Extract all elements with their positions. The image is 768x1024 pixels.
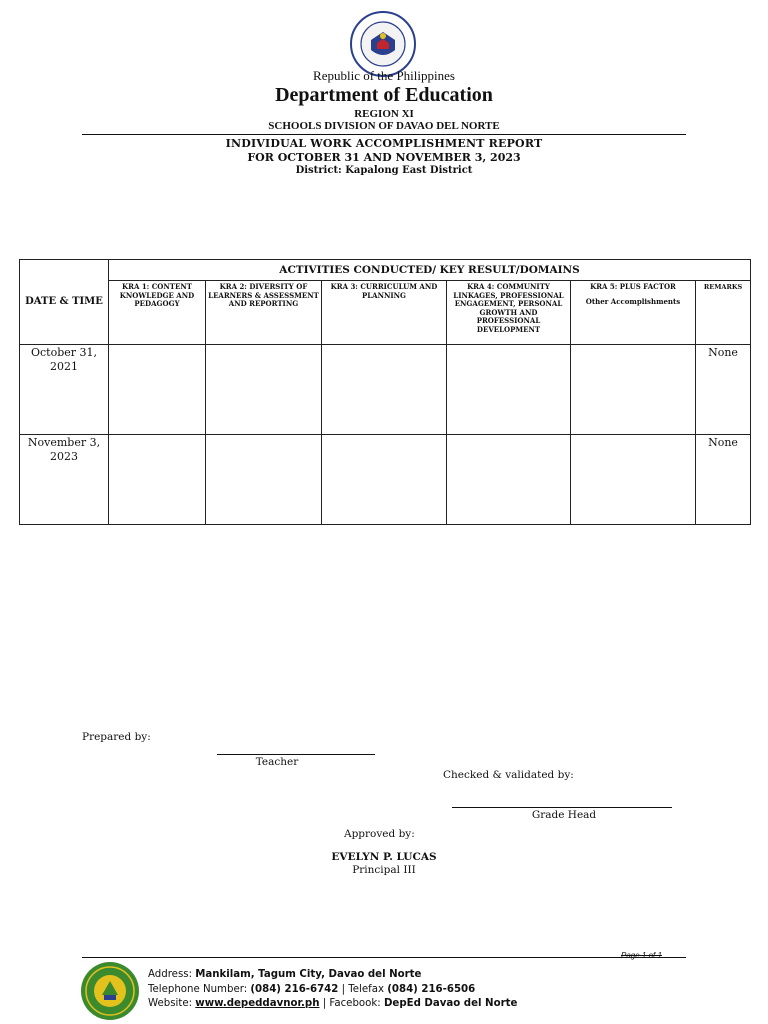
header-divider [82, 134, 686, 135]
footer-contact [148, 968, 517, 1012]
grade-head-signature-line [452, 807, 672, 808]
report-title: INDIVIDUAL WORK ACCOMPLISHMENT REPORT [225, 137, 543, 150]
separator: | [319, 998, 330, 1009]
separator: | [338, 983, 349, 995]
row-date: November 3, 2023 [20, 435, 109, 525]
kra4-cell [447, 345, 571, 435]
activities-header: ACTIVITIES CONDUCTED/ KEY RESULT/DOMAINS [109, 260, 751, 281]
footer-phone-line [148, 983, 517, 998]
table-row [20, 345, 751, 435]
kra2-cell [206, 345, 322, 435]
kra5-subtitle: Other Accomplishments [585, 296, 681, 306]
date-time-header: DATE & TIME [20, 260, 109, 345]
kra1-cell [109, 345, 206, 435]
remarks-header: REMARKS [696, 281, 751, 345]
accomplishment-table [19, 259, 751, 525]
facebook-label: Facebook: [329, 998, 384, 1009]
phone-label: Telephone Number: [148, 983, 251, 995]
kra3-cell [322, 435, 447, 525]
footer-divider [82, 957, 686, 958]
grade-head-label: Grade Head [531, 809, 597, 821]
row-remarks: None [696, 435, 751, 525]
address-value: Mankilam, Tagum City, Davao del Norte [195, 969, 422, 980]
page-number: Page 1 of 1 [621, 951, 662, 960]
kra2-cell [206, 435, 322, 525]
kra5-cell [571, 345, 696, 435]
row-remarks: None [696, 345, 751, 435]
address-label: Address: [148, 969, 196, 980]
table-row [20, 435, 751, 525]
principal-name: EVELYN P. LUCAS [331, 851, 437, 863]
kra5-cell [571, 435, 696, 525]
kra3-header: KRA 3: CURRICULUM AND PLANNING [322, 281, 447, 345]
prepared-by-label: Prepared by: [82, 731, 151, 743]
department-heading: Department of Education [275, 84, 493, 106]
website-label: Website: [148, 998, 196, 1009]
division-heading: SCHOOLS DIVISION OF DAVAO DEL NORTE [268, 120, 500, 132]
division-logo-icon [80, 961, 140, 1021]
kra1-cell [109, 435, 206, 525]
checked-by-label: Checked & validated by: [443, 769, 574, 781]
facebook-link[interactable]: DepEd Davao del Norte [383, 998, 518, 1009]
report-dates: FOR OCTOBER 31 AND NOVEMBER 3, 2023 [247, 151, 521, 164]
district-label: District: Kapalong East District [295, 165, 473, 176]
kra2-header: KRA 2: DIVERSITY OF LEARNERS & ASSESSMENT AND REPORTING [206, 281, 322, 345]
footer-address-line [148, 968, 517, 983]
kra4-cell [447, 435, 571, 525]
teacher-label: Teacher [255, 756, 299, 768]
kra3-cell [322, 345, 447, 435]
approved-by-label: Approved by: [344, 828, 415, 840]
phone-value: (084) 216-6742 [250, 983, 339, 995]
telefax-value: (084) 216-6506 [387, 983, 476, 995]
kra5-title: KRA 5: PLUS FACTOR [590, 282, 676, 291]
teacher-signature-line [217, 754, 375, 755]
republic-heading: Republic of the Philippines [313, 68, 455, 83]
footer-web-line [148, 997, 517, 1012]
row-date: October 31, 2021 [20, 345, 109, 435]
kra1-header: KRA 1: CONTENT KNOWLEDGE AND PEDAGOGY [109, 281, 206, 345]
telefax-label: Telefax [348, 983, 388, 995]
website-link[interactable]: www.depeddavnor.ph [195, 998, 320, 1009]
kra4-header: KRA 4: COMMUNITY LINKAGES, PROFESSIONAL ENGAGEMENT, PERSONAL GROWTH AND PROFESSIONAL DEVELOPMENT [447, 281, 571, 345]
region-heading: REGION XI [354, 108, 414, 120]
principal-title: Principal III [352, 864, 416, 876]
kra5-header [571, 281, 696, 345]
